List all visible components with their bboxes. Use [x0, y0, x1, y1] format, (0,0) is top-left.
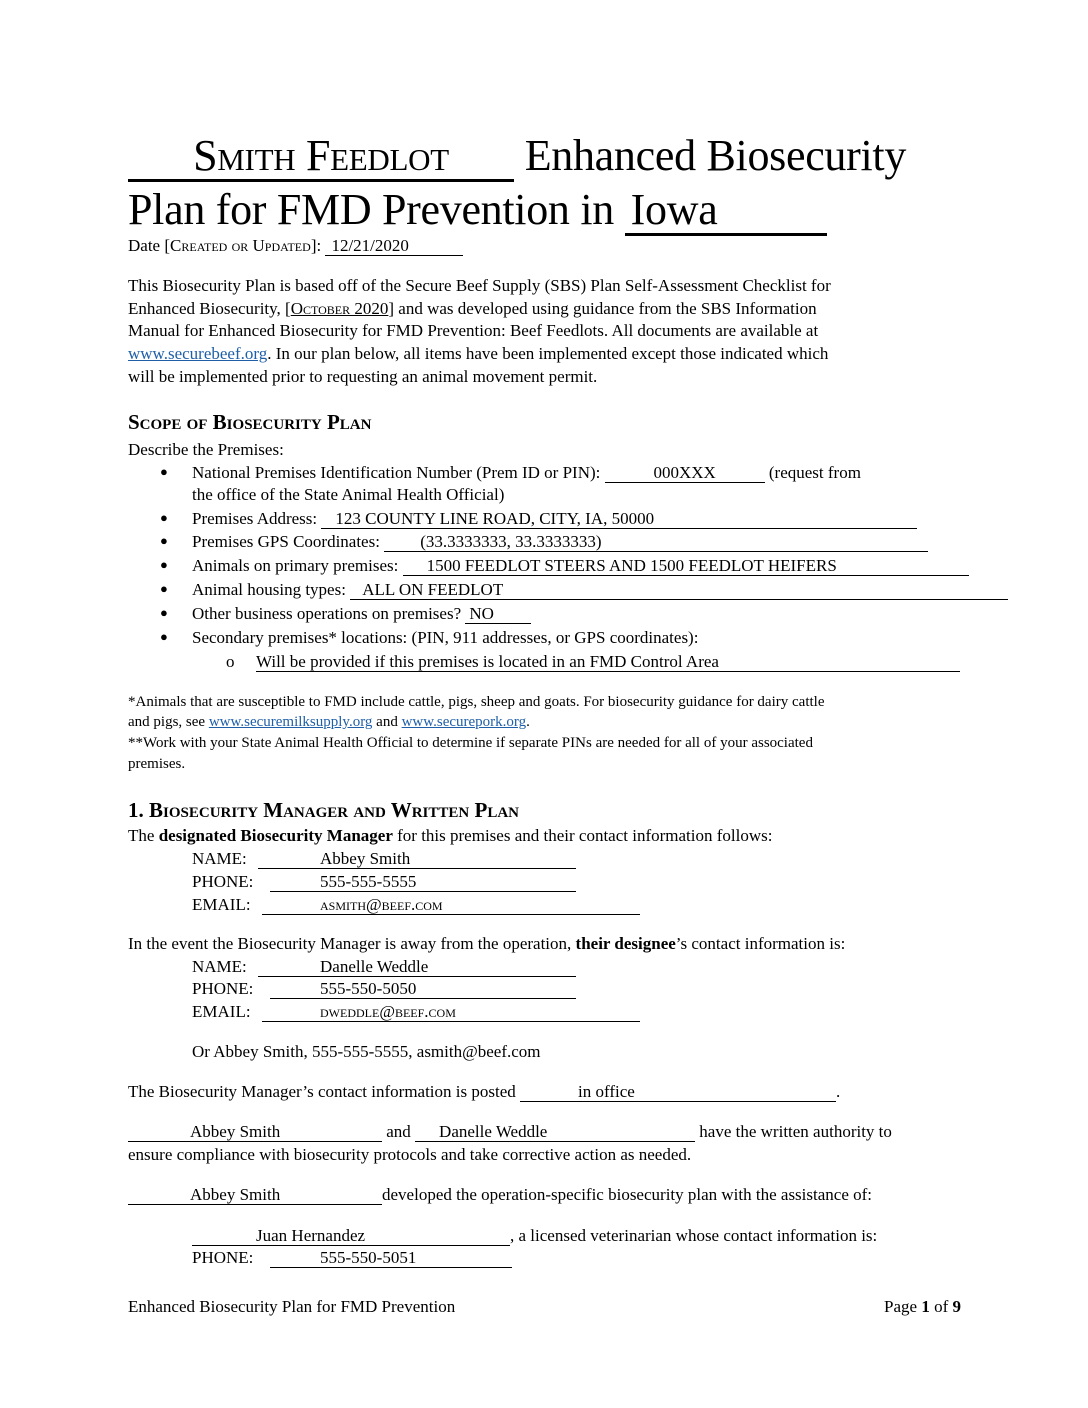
posted-period: . — [836, 1082, 841, 1101]
designee-email-row — [192, 1001, 640, 1023]
page-total: 9 — [952, 1297, 961, 1316]
checklist-date: October 2020 — [290, 299, 389, 318]
name-label: NAME: — [192, 957, 247, 976]
page-of: of — [929, 1297, 953, 1316]
date-label-suffix: ]: — [310, 236, 322, 255]
housing-line — [192, 579, 1008, 601]
developer-line — [128, 1184, 872, 1206]
bullet-icon: ● — [160, 629, 168, 644]
phone-label: PHONE: — [192, 979, 254, 998]
pin-note-line2: the office of the State Animal Health Official) — [192, 485, 505, 504]
securemilksupply-link[interactable]: www.securemilksupply.org — [208, 714, 373, 730]
developer-name: Abbey Smith — [128, 1186, 382, 1205]
title-rest-line1: Enhanced Biosecurity — [524, 131, 907, 180]
manager-phone: 555-555-5555 — [270, 873, 576, 892]
animals-label: Animals on primary premises: — [192, 556, 399, 575]
intro-text4: . In our plan below, all items have been implemented except those indicated which — [267, 344, 829, 363]
manager-intro-c: for this premises and their contact information follows: — [392, 826, 773, 845]
date-value: 12/21/2020 — [325, 237, 463, 256]
intro-line5: will be implemented prior to requesting an animal movement permit. — [128, 367, 598, 386]
date-label-sc: Created or Updated — [170, 236, 311, 255]
vet-text: , a licensed veterinarian whose contact information is: — [510, 1226, 878, 1245]
scope-heading: Scope of Biosecurity Plan — [128, 410, 372, 434]
address-label: Premises Address: — [192, 509, 318, 528]
operation-name: Smith Feedlot — [128, 133, 514, 182]
manager-intro-a: The — [128, 826, 159, 845]
designee-phone-row — [192, 978, 576, 1000]
other-ops-label: Other business operations on premises? — [192, 604, 462, 623]
sub-bullet-icon: o — [226, 652, 235, 671]
housing-label: Animal housing types: — [192, 580, 346, 599]
footer-title: Enhanced Biosecurity Plan for FMD Prevention — [128, 1297, 456, 1316]
page-prefix: Page — [884, 1297, 922, 1316]
designee-intro-bold: their designee — [575, 934, 676, 953]
designee-intro-a: In the event the Biosecurity Manager is away from the operation, — [128, 934, 576, 953]
other-ops-value: NO — [465, 605, 531, 624]
footnote-line2 — [128, 712, 530, 732]
describe-premises: Describe the Premises: — [128, 440, 284, 459]
animals-line — [192, 555, 969, 577]
footnote-and: and — [372, 714, 402, 730]
secondary-premises-line: Secondary premises* locations: (PIN, 911 addresses, or GPS coordinates): — [192, 628, 699, 647]
designee-intro — [128, 933, 845, 955]
gps-label: Premises GPS Coordinates: — [192, 532, 380, 551]
alt-contact: Or Abbey Smith, 555-555-5555, asmith@beef.com — [192, 1042, 541, 1061]
designee-phone: 555-550-5050 — [270, 980, 576, 999]
secondary-premises-value-wrap — [256, 651, 960, 673]
posted-line — [128, 1081, 840, 1103]
securepork-link[interactable]: www.securepork.org — [401, 714, 527, 730]
authority-name1: Abbey Smith — [128, 1123, 382, 1142]
plan-title-line2 — [128, 184, 827, 236]
manager-name-row — [192, 848, 576, 870]
section1-heading: 1. Biosecurity Manager and Written Plan — [128, 798, 519, 822]
intro-line1: This Biosecurity Plan is based off of the Secure Beef Supply (SBS) Plan Self-Assessment Checklist for — [128, 276, 831, 295]
manager-intro-bold: designated Biosecurity Manager — [158, 826, 393, 845]
title-line2-prefix: Plan for FMD Prevention in — [128, 185, 614, 234]
designee-intro-c: ’s contact information is: — [675, 934, 846, 953]
authority-line2: ensure compliance with biosecurity protocols and take corrective action as needed. — [128, 1145, 692, 1164]
designee-name: Danelle Weddle — [258, 958, 576, 977]
secondary-premises-value: Will be provided if this premises is located in an FMD Control Area — [256, 653, 960, 672]
email-label: EMAIL: — [192, 1002, 251, 1021]
intro-text2b: ] and was developed using guidance from the SBS Information — [388, 299, 817, 318]
vet-phone: 555-550-5051 — [270, 1249, 512, 1268]
pin-line — [192, 462, 861, 484]
intro-line2 — [128, 298, 817, 320]
vet-name: Juan Hernandez — [192, 1227, 510, 1246]
email-label: EMAIL: — [192, 895, 251, 914]
other-ops-line — [192, 603, 531, 625]
manager-name: Abbey Smith — [258, 850, 576, 869]
footnote2-line1: **Work with your State Animal Health Official to determine if separate PINs are needed for all of your associated — [128, 735, 813, 751]
phone-label: PHONE: — [192, 872, 254, 891]
bullet-icon: ● — [160, 533, 168, 548]
phone-label: PHONE: — [192, 1248, 254, 1267]
intro-line3: Manual for Enhanced Biosecurity for FMD Prevention: Beef Feedlots. All documents are available at — [128, 321, 819, 340]
manager-intro — [128, 825, 772, 847]
authority-text1: have the written authority to — [699, 1122, 892, 1141]
footnote-line1: *Animals that are susceptible to FMD include cattle, pigs, sheep and goats. For biosecurity guidance for dairy cattle — [128, 694, 825, 710]
posted-location: in office — [520, 1083, 836, 1102]
footnote-text: and pigs, see — [128, 714, 209, 730]
page-current: 1 — [921, 1297, 930, 1316]
gps-value: (33.3333333, 33.3333333) — [384, 533, 928, 552]
pin-note: (request from — [768, 463, 861, 482]
authority-and: and — [386, 1122, 411, 1141]
manager-email-row — [192, 894, 640, 916]
authority-name2: Danelle Weddle — [415, 1123, 695, 1142]
vet-line — [192, 1225, 877, 1247]
securebeef-link[interactable]: www.securebeef.org — [128, 344, 268, 363]
address-value: 123 COUNTY LINE ROAD, CITY, IA, 50000 — [321, 510, 917, 529]
name-label: NAME: — [192, 849, 247, 868]
authority-line — [128, 1121, 892, 1143]
footnote2-line2: premises. — [128, 756, 186, 772]
date-label-prefix: Date [ — [128, 236, 171, 255]
housing-value: ALL ON FEEDLOT — [350, 581, 1008, 600]
intro-line4 — [128, 343, 828, 365]
footnote-period: . — [526, 714, 530, 730]
developer-text: developed the operation-specific biosecurity plan with the assistance of: — [382, 1185, 873, 1204]
bullet-icon: ● — [160, 605, 168, 620]
state-name: Iowa — [625, 187, 827, 236]
address-line — [192, 508, 917, 530]
manager-phone-row — [192, 871, 576, 893]
vet-phone-row — [192, 1247, 512, 1269]
plan-title — [128, 130, 906, 182]
manager-email: asmith@beef.com — [262, 896, 640, 915]
date-line — [128, 235, 463, 257]
designee-email: dweddle@beef.com — [262, 1003, 640, 1022]
bullet-icon: ● — [160, 464, 168, 479]
pin-label: National Premises Identification Number (Prem ID or PIN): — [192, 463, 601, 482]
bullet-icon: ● — [160, 581, 168, 596]
page-number — [884, 1296, 961, 1318]
animals-value: 1500 FEEDLOT STEERS AND 1500 FEEDLOT HEIFERS — [403, 557, 969, 576]
intro-text2a: Enhanced Biosecurity, [ — [128, 299, 291, 318]
bullet-icon: ● — [160, 557, 168, 572]
posted-label: The Biosecurity Manager’s contact information is posted — [128, 1082, 516, 1101]
gps-line — [192, 531, 928, 553]
bullet-icon: ● — [160, 510, 168, 525]
pin-value: 000XXX — [605, 464, 765, 483]
designee-name-row — [192, 956, 576, 978]
